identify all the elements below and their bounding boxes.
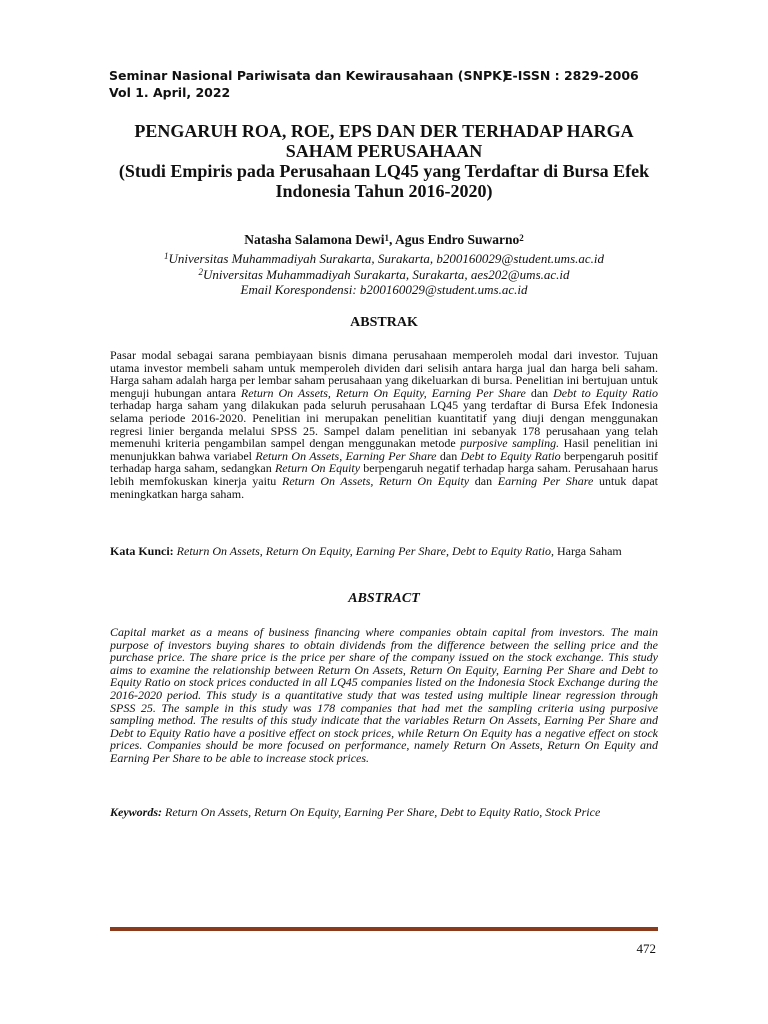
abstrak-term: Return On Assets, Earning Per Share: [255, 448, 437, 463]
affiliation-superscript: 2: [198, 266, 203, 277]
abstrak-text: untuk dapat meningkatkan harga saham.: [110, 473, 659, 501]
abstrak-text: Pasar modal sebagai sarana pembiayaan bisnis dimana perusahaan memperoleh modal dari investor. Tujuan utama investor membeli saham untuk memperoleh dividen dari selisih antara harga jual dan harga beli saham. Harga saham adalah harga per lembar saham perusahaan yang dikeluarkan di bursa. Penelitian ini bertujuan untuk menguji hubungan antara: [110, 348, 658, 400]
affiliation-line: [100, 267, 668, 283]
abstrak-text: berpengaruh positif terhadap harga saham, sedangkan: [110, 448, 659, 476]
abstrak-text: dan: [525, 385, 554, 400]
abstrak-term: Return On Equity: [274, 461, 361, 476]
abstrak-term: Debt to Equity Ratio: [460, 448, 561, 463]
journal-issn: E-ISSN : 2829-2006: [504, 68, 639, 83]
correspondence-email: Email Korespondensi: b200160029@student.ums.ac.id: [240, 282, 528, 297]
abstrak-text: berpengaruh negatif terhadap harga saham. Perusahaan harus lebih memfokuskan kinerja yaitu: [110, 461, 658, 488]
paper-title: [100, 121, 668, 201]
abstract-body: Capital market as a means of business financing where companies obtain capital from investors. The main purpose of investors buying shares to obtain dividends from the difference between the selling price and the purchase price. The share price is the price per share of the company issued on the stock exchange. This study aims to examine the relationship between Return On Assets, Return On Equity, Earning Per Share and Debt to Equity Ratio on stock prices conducted in all LQ45 companies listed on the Indonesia Stock Exchange during the 2016-2020 period. This study is a quantitative study that was tested using multiple linear regression through SPSS 25. The sample in this study was 178 companies that had met the sampling criteria using purposive sampling method. The results of this study indicate that the variables Return On Assets, Earning Per Share and Debt to Equity Ratio have a positive effect on stock prices, while Return On Equity has a negative effect on stock prices. Companies should be more focused on performance, namely Return On Assets, Return On Equity and Earning Per Share to be able to increase stock prices.: [110, 625, 658, 765]
kata-kunci: [110, 545, 658, 558]
author-name: Agus Endro Suwarno: [394, 232, 520, 247]
abstrak-text: dan: [469, 473, 498, 488]
header-row: [109, 67, 669, 84]
kata-kunci-terms: Return On Assets, Return On Equity, Earning Per Share, Debt to Equity Ratio,: [173, 544, 554, 558]
abstrak-term: Return On Assets, Return On Equity, Earning Per Share: [240, 385, 526, 400]
kata-kunci-label: Kata Kunci:: [110, 544, 174, 558]
page-number: 472: [636, 941, 656, 956]
author-name: Natasha Salamona Dewi: [244, 232, 385, 247]
author-superscript: 2: [519, 233, 524, 243]
abstrak-term: Return On Assets, Return On Equity: [281, 473, 470, 488]
author-list: [100, 232, 668, 248]
affiliation-text: Universitas Muhammadiyah Surakarta, Surakarta, aes202@ums.ac.id: [202, 266, 570, 282]
footer-rule: [110, 927, 658, 931]
author-separator: ,: [388, 232, 395, 247]
abstrak-term: Debt to Equity Ratio: [553, 385, 659, 400]
journal-header: [109, 67, 669, 101]
title-line: SAHAM PERUSAHAAN: [285, 141, 483, 161]
author-superscript: 1: [384, 233, 389, 243]
abstrak-term: Earning Per Share: [497, 473, 594, 488]
keywords-label: Keywords:: [110, 805, 162, 819]
subtitle-line: Indonesia Tahun 2016-2020): [275, 181, 493, 201]
abstrak-term: purposive sampling.: [460, 436, 560, 451]
affiliation-line: [100, 251, 668, 267]
keywords-terms: Return On Assets, Return On Equity, Earning Per Share, Debt to Equity Ratio, Stock Price: [162, 805, 601, 819]
title-line: PENGARUH ROA, ROE, EPS DAN DER TERHADAP HARGA: [134, 121, 634, 141]
abstrak-text: Hasil penelitian ini menunjukkan bahwa variabel: [110, 436, 658, 463]
abstrak-text: dan: [436, 448, 461, 463]
journal-name: Seminar Nasional Pariwisata dan Kewirausahaan (SNPK): [109, 68, 508, 83]
affiliation-superscript: 1: [163, 251, 169, 261]
journal-volume: Vol 1. April, 2022: [109, 85, 231, 100]
affiliation-text: Universitas Muhammadiyah Surakarta, Surakarta, b200160029@student.ums.ac.id: [168, 251, 605, 266]
subtitle-line: (Studi Empiris pada Perusahaan LQ45 yang Terdaftar di Bursa Efek: [118, 161, 650, 181]
abstract-heading: ABSTRACT: [348, 591, 420, 606]
abstrak-text: terhadap harga saham yang dilakukan pada seluruh perusahaan LQ45 yang terdaftar di Bursa Efek Indonesia selama periode 2016-2020. Penelitian ini merupakan penelitian kuantitatif yang diuji dengan menggunakan regresi linier berganda melalui SPSS 25. Sampel dalam penelitian ini sebanyak 178 perusahaan yang telah memenuhi kriteria pengambilan sampel dengan menggunakan metode: [110, 398, 658, 451]
abstrak-body: [110, 349, 658, 500]
keywords: [110, 806, 658, 819]
kata-kunci-tail: Harga Saham: [553, 544, 622, 558]
abstrak-heading: ABSTRAK: [350, 315, 418, 330]
affiliations: [100, 251, 668, 298]
